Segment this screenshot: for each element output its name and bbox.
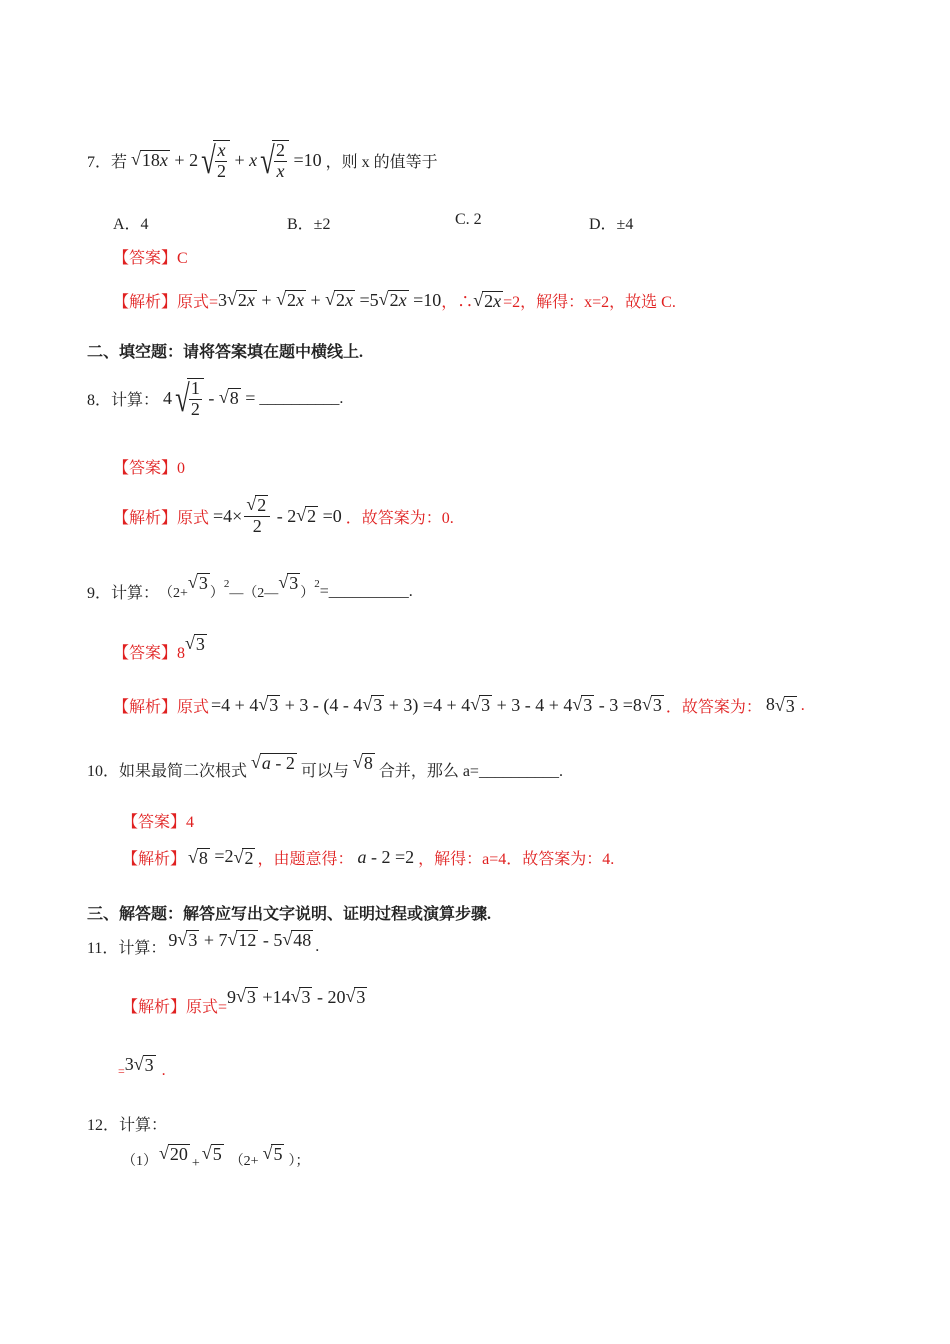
- q9-answer: 【答案】8 √ 3: [113, 633, 205, 662]
- q7-question: 7． 若 √ 18x + 2 √ $\frac{x}{2}$ + x √ $\frac{2}{x}$ =10 ，则 x 的值等于: [87, 139, 438, 182]
- q9-question: 9．计算： （2+ √ 3 ） 2 —（2— √ 3 ） 2 =__________.: [87, 572, 413, 602]
- q7-number: 7．: [87, 154, 112, 172]
- q8-analysis: 【解析】原式 =4× √ 2 2 - 2 √ 2 =0 ．故答案为：0.: [113, 494, 454, 537]
- section-2-heading: 二、填空题：请将答案填在题中横线上.: [87, 344, 364, 361]
- section-3-heading: 三、解答题：解答应写出文字说明、证明过程或演算步骤.: [87, 906, 492, 923]
- q7-option-b: B．±2: [287, 216, 331, 233]
- q8-question: 8．计算： 4 √ $\frac{1}{2}$ - √ 8 = __________.: [87, 377, 344, 420]
- q9-analysis: 【解析】原式 =4 + 4 √ 3 + 3 - (4 - 4 √ 3 + 3) =4 + 4 √ 3 + 3 - 4 + 4 √ 3 - 3 =8 √ 3 ．故答案为： 8 √ 3 .: [113, 694, 805, 716]
- q7-answer: 【答案】C: [113, 250, 188, 267]
- q8-answer: 【答案】0: [113, 460, 186, 477]
- q7-option-a: A．4: [113, 216, 149, 233]
- q10-analysis: 【解析】 √ 8 =2 √ 2 ，由题意得： a - 2 =2 ，解得：a=4．故答案为：4.: [122, 846, 615, 868]
- q7-option-c: C. 2: [455, 211, 482, 228]
- q7-equation: √ 18x + 2 √ $\frac{x}{2}$ + x √ $\frac{2}{x}$ =10: [131, 139, 322, 182]
- q11-result: = 3 √ 3 .: [118, 1054, 166, 1080]
- q11-question: 11．计算： 9 √ 3 + 7 √ 12 - 5 √ 48 .: [87, 929, 320, 957]
- q12-question: 12．计算：: [87, 1117, 168, 1134]
- q12-part1: （1） √ 20 + √ 5 （2+ √ 5 ）；: [122, 1143, 310, 1172]
- q11-analysis: 【解析】原式= 9 √ 3 +14 √ 3 - 20 √ 3: [122, 986, 366, 1016]
- q7-option-d: D．±4: [589, 216, 634, 233]
- q10-question: 10．如果最简二次根式 √ a - 2 可以与 √ 8 合并，那么 a=__________.: [87, 752, 563, 780]
- q7-analysis: 【解析】原式= 3 √ 2x + √ 2x + √ 2x =5 √ 2x =10 ，∴ √ 2x =2，解得：x=2，故选 C.: [113, 289, 676, 311]
- q10-answer: 【答案】4: [122, 814, 195, 831]
